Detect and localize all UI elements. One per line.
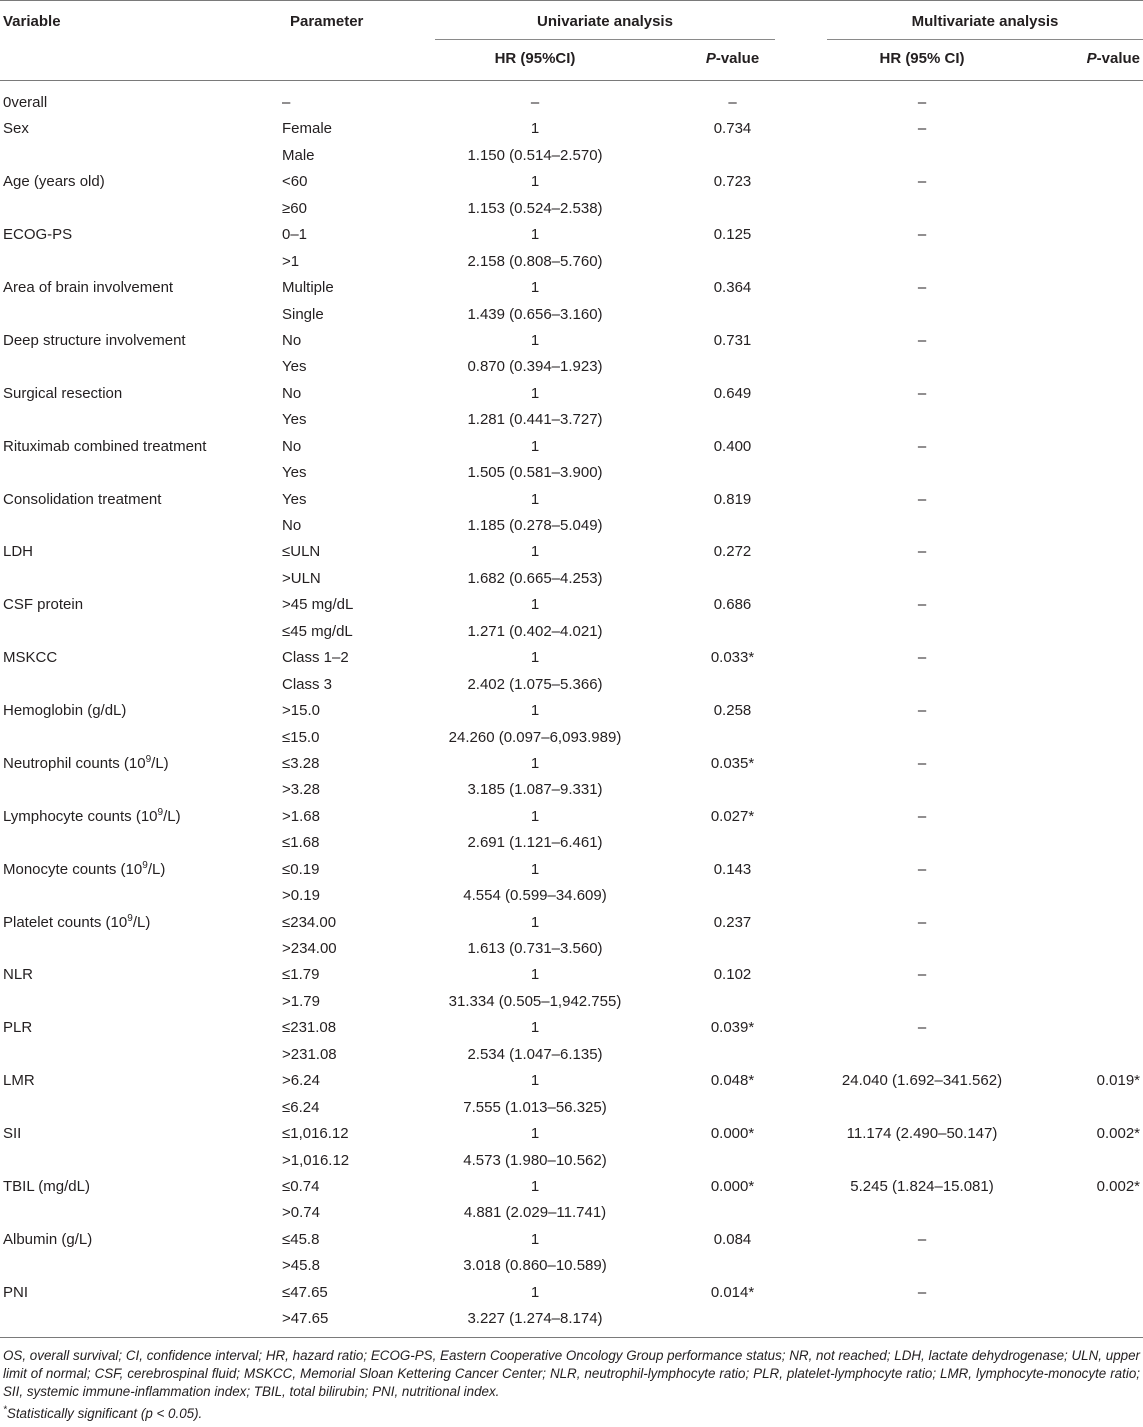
table-row bbox=[0, 1069, 1143, 1095]
variable-cell: Lymphocyte counts $(10^9/L)$ bbox=[3, 806, 181, 825]
variable-cell: Sex bbox=[3, 120, 29, 138]
table-row bbox=[0, 1043, 1143, 1069]
table-row bbox=[0, 1122, 1143, 1148]
univariate-hr-cell: 1 bbox=[530, 437, 540, 455]
univariate-p-cell: 0.014* bbox=[710, 1283, 755, 1301]
table-row bbox=[0, 1149, 1143, 1175]
parameter-cell: – bbox=[282, 94, 291, 111]
multivariate-hr-cell: – bbox=[917, 596, 927, 614]
univariate-hr-cell: 1 bbox=[530, 384, 540, 402]
parameter-cell: <60 bbox=[282, 173, 308, 191]
multivariate-hr-cell: 24.040 (1.692–341.562) bbox=[841, 1072, 1003, 1090]
table-row bbox=[0, 1201, 1143, 1227]
table-row bbox=[0, 1281, 1143, 1307]
univariate-hr-cell: 1 bbox=[530, 226, 540, 244]
parameter-cell: >3.28 bbox=[282, 781, 320, 799]
univariate-hr-cell: 2.691 (1.121–6.461) bbox=[467, 834, 603, 852]
univariate-hr-cell: 1 bbox=[530, 1283, 540, 1301]
table-row bbox=[0, 567, 1143, 593]
table-row bbox=[0, 1228, 1143, 1254]
univariate-hr-cell: 0.870 (0.394–1.923) bbox=[467, 358, 603, 376]
parameter-cell: ≤15.0 bbox=[282, 728, 320, 746]
univariate-hr-cell: 1 bbox=[530, 120, 540, 138]
multivariate-hr-cell: – bbox=[917, 543, 927, 561]
variable-cell: PNI bbox=[3, 1283, 29, 1301]
parameter-cell: >0.74 bbox=[282, 1204, 320, 1222]
univariate-p-cell: 0.143 bbox=[713, 860, 752, 878]
parameter-cell: Yes bbox=[282, 464, 307, 482]
table-bottom-rule bbox=[0, 1337, 1143, 1338]
univariate-hr-cell: 1.613 (0.731–3.560) bbox=[467, 940, 603, 957]
multivariate-hr-cell: – bbox=[917, 120, 927, 138]
multivariate-underline bbox=[827, 39, 1143, 40]
univariate-p-cell: 0.237 bbox=[713, 913, 752, 931]
univariate-p-cell: 0.734 bbox=[713, 120, 752, 138]
univariate-hr-cell: 2.534 (1.047–6.135) bbox=[467, 1045, 603, 1063]
parameter-cell: Yes bbox=[282, 490, 307, 508]
table-row bbox=[0, 990, 1143, 1016]
univariate-hr-cell: – bbox=[530, 94, 540, 111]
table-row bbox=[0, 884, 1143, 910]
univariate-hr-cell: 1 bbox=[530, 490, 540, 508]
univariate-hr-cell: 24.260 (0.097–6,093.989) bbox=[448, 728, 622, 746]
table-top-rule bbox=[0, 0, 1143, 1]
univariate-p-cell: 0.125 bbox=[713, 226, 752, 244]
table-row bbox=[0, 250, 1143, 276]
header-parameter: Parameter bbox=[290, 13, 364, 30]
multivariate-hr-cell: – bbox=[917, 173, 927, 191]
table-row bbox=[0, 620, 1143, 646]
multivariate-hr-cell: – bbox=[917, 1230, 927, 1248]
table-row bbox=[0, 276, 1143, 302]
univariate-hr-cell: 1.505 (0.581–3.900) bbox=[467, 464, 603, 482]
parameter-cell: >45.8 bbox=[282, 1257, 320, 1275]
table-row bbox=[0, 435, 1143, 461]
univariate-hr-cell: 1 bbox=[530, 543, 540, 561]
multivariate-hr-cell: – bbox=[917, 966, 927, 984]
univariate-p-cell: 0.035* bbox=[710, 754, 755, 772]
univariate-p-cell: 0.084 bbox=[713, 1230, 752, 1248]
table-row bbox=[0, 673, 1143, 699]
univariate-hr-cell: 1 bbox=[530, 860, 540, 878]
parameter-cell: No bbox=[282, 331, 302, 349]
parameter-cell: Single bbox=[282, 305, 324, 323]
univariate-p-cell: 0.033* bbox=[710, 649, 755, 667]
table-row bbox=[0, 91, 1143, 117]
variable-cell: PLR bbox=[3, 1019, 33, 1037]
parameter-cell: Class 3 bbox=[282, 675, 333, 693]
parameter-cell: No bbox=[282, 384, 302, 402]
parameter-cell: No bbox=[282, 437, 302, 455]
univariate-hr-cell: 1 bbox=[530, 649, 540, 667]
univariate-p-cell: 0.819 bbox=[713, 490, 752, 508]
multivariate-hr-cell: – bbox=[917, 649, 927, 667]
parameter-cell: ≤45 mg/dL bbox=[282, 622, 353, 640]
parameter-cell: Female bbox=[282, 120, 333, 138]
table-row bbox=[0, 408, 1143, 434]
univariate-p-cell: 0.000* bbox=[710, 1125, 755, 1143]
univariate-hr-cell: 1 bbox=[530, 1072, 540, 1090]
multivariate-hr-cell: – bbox=[917, 384, 927, 402]
parameter-cell: >0.19 bbox=[282, 887, 320, 905]
header-variable: Variable bbox=[3, 13, 61, 30]
table-row bbox=[0, 461, 1143, 487]
table-row bbox=[0, 303, 1143, 329]
multivariate-hr-cell: – bbox=[917, 1283, 927, 1301]
parameter-cell: ≤47.65 bbox=[282, 1283, 328, 1301]
parameter-cell: ≤1.68 bbox=[282, 834, 320, 852]
parameter-cell: Multiple bbox=[282, 279, 334, 297]
table-row bbox=[0, 911, 1143, 937]
univariate-hr-cell: 7.555 (1.013–56.325) bbox=[463, 1098, 607, 1116]
univariate-hr-cell: 1.682 (0.665–4.253) bbox=[467, 569, 603, 587]
parameter-cell: 0–1 bbox=[282, 226, 308, 244]
parameter-cell: Class 1–2 bbox=[282, 649, 349, 667]
univariate-hr-cell: 2.158 (0.808–5.760) bbox=[467, 252, 603, 270]
univariate-hr-cell: 4.554 (0.599–34.609) bbox=[463, 887, 607, 905]
univariate-hr-cell: 1 bbox=[530, 1019, 540, 1037]
table-row bbox=[0, 514, 1143, 540]
multivariate-hr-cell: 11.174 (2.490–50.147) bbox=[846, 1125, 998, 1143]
table-row bbox=[0, 726, 1143, 752]
parameter-cell: ≤231.08 bbox=[282, 1019, 337, 1037]
univariate-hr-cell: 4.881 (2.029–11.741) bbox=[463, 1204, 607, 1222]
variable-cell: 0verall bbox=[3, 94, 48, 111]
parameter-cell: >45 mg/dL bbox=[282, 596, 354, 614]
parameter-cell: >47.65 bbox=[282, 1310, 329, 1328]
univariate-p-cell: 0.039* bbox=[710, 1019, 755, 1037]
univariate-hr-cell: 1.185 (0.278–5.049) bbox=[467, 517, 603, 534]
parameter-cell: >1.68 bbox=[282, 807, 320, 825]
univariate-hr-cell: 1 bbox=[530, 702, 540, 720]
table-row bbox=[0, 488, 1143, 514]
univariate-p-cell: 0.364 bbox=[713, 279, 752, 297]
univariate-hr-cell: 1 bbox=[530, 966, 540, 984]
table-row bbox=[0, 1175, 1143, 1201]
table-row bbox=[0, 540, 1143, 566]
univariate-hr-cell: 1 bbox=[530, 279, 540, 297]
univariate-hr-cell: 3.227 (1.274–8.174) bbox=[467, 1310, 603, 1328]
variable-cell: Hemoglobin (g/dL) bbox=[3, 702, 127, 720]
table-row bbox=[0, 699, 1143, 725]
univariate-p-cell: 0.102 bbox=[713, 966, 752, 984]
variable-cell: Consolidation treatment bbox=[3, 490, 162, 508]
multivariate-hr-cell: – bbox=[917, 702, 927, 720]
header-multivariate: Multivariate analysis bbox=[911, 13, 1059, 30]
univariate-p-cell: 0.649 bbox=[713, 384, 752, 402]
multivariate-p-cell: 0.002* bbox=[1096, 1177, 1140, 1195]
header-bottom-rule bbox=[0, 80, 1143, 81]
variable-cell: ECOG-PS bbox=[3, 226, 73, 244]
univariate-hr-cell: 1.271 (0.402–4.021) bbox=[467, 622, 603, 640]
parameter-cell: ≤ULN bbox=[282, 543, 321, 561]
univariate-p-cell: 0.686 bbox=[713, 596, 752, 614]
multivariate-hr-cell: – bbox=[917, 1019, 927, 1037]
table-row bbox=[0, 382, 1143, 408]
parameter-cell: >ULN bbox=[282, 569, 321, 587]
table-row bbox=[0, 1096, 1143, 1122]
parameter-cell: Yes bbox=[282, 411, 307, 429]
univariate-hr-cell: 1.153 (0.524–2.538) bbox=[467, 199, 603, 217]
univariate-p-cell: 0.048* bbox=[710, 1072, 755, 1090]
multivariate-hr-cell: – bbox=[917, 490, 927, 508]
parameter-cell: ≥60 bbox=[282, 199, 307, 217]
univariate-hr-cell: 3.185 (1.087–9.331) bbox=[467, 781, 603, 799]
univariate-hr-cell: 1 bbox=[530, 1125, 540, 1143]
univariate-hr-cell: 1.439 (0.656–3.160) bbox=[467, 305, 603, 323]
univariate-hr-cell: 1 bbox=[530, 754, 540, 772]
table-row bbox=[0, 646, 1143, 672]
univariate-hr-cell: 1.281 (0.441–3.727) bbox=[467, 411, 603, 429]
table-row bbox=[0, 858, 1143, 884]
univariate-hr-cell: 1 bbox=[530, 807, 540, 825]
parameter-cell: >234.00 bbox=[282, 940, 337, 957]
univariate-hr-cell: 1 bbox=[530, 173, 540, 191]
variable-cell: Surgical resection bbox=[3, 384, 123, 402]
univariate-hr-cell: 1.150 (0.514–2.570) bbox=[467, 146, 603, 164]
univariate-p-cell: 0.000* bbox=[710, 1177, 755, 1195]
univariate-p-cell: – bbox=[728, 94, 737, 111]
multivariate-hr-cell: – bbox=[917, 754, 927, 772]
table-row bbox=[0, 223, 1143, 249]
univariate-p-cell: 0.258 bbox=[713, 702, 752, 720]
table-row bbox=[0, 197, 1143, 223]
table-row bbox=[0, 1016, 1143, 1042]
multivariate-hr-cell: – bbox=[917, 437, 927, 455]
parameter-cell: >1.79 bbox=[282, 992, 320, 1010]
parameter-cell: No bbox=[282, 517, 302, 534]
table-row bbox=[0, 170, 1143, 196]
table-row bbox=[0, 593, 1143, 619]
variable-cell: Neutrophil counts $(10^9/L)$ bbox=[3, 753, 169, 772]
univariate-underline bbox=[435, 39, 775, 40]
parameter-cell: >1,016.12 bbox=[282, 1151, 350, 1169]
header-p-multivariate: P-value bbox=[1086, 50, 1140, 67]
multivariate-hr-cell: – bbox=[917, 331, 927, 349]
header-hr-multivariate: HR (95% CI) bbox=[879, 50, 965, 67]
parameter-cell: Yes bbox=[282, 358, 307, 376]
table-row bbox=[0, 778, 1143, 804]
univariate-p-cell: 0.400 bbox=[713, 437, 752, 455]
variable-cell: CSF protein bbox=[3, 596, 84, 614]
multivariate-hr-cell: – bbox=[917, 94, 927, 111]
parameter-cell: ≤45.8 bbox=[282, 1230, 320, 1248]
variable-cell: Area of brain involvement bbox=[3, 279, 174, 297]
variable-cell: Deep structure involvement bbox=[3, 331, 186, 349]
variable-cell: Monocyte counts $(10^9/L)$ bbox=[3, 859, 166, 878]
univariate-hr-cell: 1 bbox=[530, 331, 540, 349]
table-row bbox=[0, 937, 1143, 963]
variable-cell: NLR bbox=[3, 966, 34, 984]
parameter-cell: ≤0.74 bbox=[282, 1177, 320, 1195]
parameter-cell: >231.08 bbox=[282, 1045, 337, 1063]
parameter-cell: ≤3.28 bbox=[282, 754, 320, 772]
multivariate-p-cell: 0.002* bbox=[1096, 1125, 1140, 1143]
univariate-hr-cell: 1 bbox=[530, 913, 540, 931]
table-body bbox=[0, 91, 1143, 1334]
parameter-cell: >6.24 bbox=[282, 1072, 320, 1090]
variable-cell: Age (years old) bbox=[3, 173, 105, 191]
multivariate-p-cell: 0.019* bbox=[1096, 1072, 1140, 1090]
variable-cell: Albumin (g/L) bbox=[3, 1230, 93, 1248]
variable-cell: TBIL (mg/dL) bbox=[3, 1177, 90, 1195]
table-row bbox=[0, 144, 1143, 170]
univariate-hr-cell: 2.402 (1.075–5.366) bbox=[467, 675, 603, 693]
parameter-cell: ≤1,016.12 bbox=[282, 1125, 349, 1143]
table-row bbox=[0, 1254, 1143, 1280]
significance-note: *Statistically significant (p < 0.05). bbox=[3, 1404, 203, 1421]
table-row bbox=[0, 805, 1143, 831]
variable-cell: LDH bbox=[3, 543, 34, 561]
table-footnote: OS, overall survival; CI, confidence interval; HR, hazard ratio; ECOG-PS, Eastern Cooperative Oncology Group performance status; NR, not reached; LDH, lactate dehydrogenase; ULN, upper limit of normal; CSF, cerebrospinal fluid; MSKCC, Memorial Sloan Kettering Cancer Center; NLR, neutrophil-lymphocyte ratio; PLR, platelet-lymphocyte ratio; LMR, lymphocyte-monocyte ratio; SII, systemic immune-inflammation index; TBIL, total bilirubin; PNI, nutritional index. bbox=[3, 1348, 1140, 1399]
variable-cell: MSKCC bbox=[3, 649, 58, 667]
multivariate-hr-cell: – bbox=[917, 807, 927, 825]
table-row bbox=[0, 329, 1143, 355]
parameter-cell: Male bbox=[282, 146, 315, 164]
univariate-hr-cell: 1 bbox=[530, 1230, 540, 1248]
univariate-hr-cell: 1 bbox=[530, 596, 540, 614]
parameter-cell: ≤1.79 bbox=[282, 966, 320, 984]
univariate-hr-cell: 3.018 (0.860–10.589) bbox=[463, 1257, 607, 1275]
univariate-hr-cell: 4.573 (1.980–10.562) bbox=[463, 1151, 607, 1169]
table-row bbox=[0, 117, 1143, 143]
variable-cell: SII bbox=[3, 1125, 22, 1143]
multivariate-hr-cell: – bbox=[917, 913, 927, 931]
table-row bbox=[0, 1307, 1143, 1333]
multivariate-hr-cell: – bbox=[917, 226, 927, 244]
variable-cell: Platelet counts $(10^9/L)$ bbox=[3, 912, 151, 931]
header-hr-univariate: HR (95%CI) bbox=[494, 50, 576, 67]
variable-cell: LMR bbox=[3, 1072, 35, 1090]
variable-cell: Rituximab combined treatment bbox=[3, 437, 207, 455]
table-row bbox=[0, 831, 1143, 857]
header-univariate: Univariate analysis bbox=[537, 13, 673, 30]
univariate-hr-cell: 31.334 (0.505–1,942.755) bbox=[448, 992, 622, 1010]
table-row bbox=[0, 355, 1143, 381]
parameter-cell: >15.0 bbox=[282, 702, 320, 720]
univariate-p-cell: 0.731 bbox=[713, 331, 752, 349]
univariate-p-cell: 0.027* bbox=[710, 807, 755, 825]
univariate-hr-cell: 1 bbox=[530, 1177, 540, 1195]
univariate-p-cell: 0.723 bbox=[713, 173, 752, 191]
parameter-cell: ≤6.24 bbox=[282, 1098, 320, 1116]
table-row bbox=[0, 963, 1143, 989]
multivariate-hr-cell: – bbox=[917, 279, 927, 297]
multivariate-hr-cell: 5.245 (1.824–15.081) bbox=[850, 1177, 994, 1195]
univariate-p-cell: 0.272 bbox=[713, 543, 752, 561]
header-p-univariate: P-value bbox=[705, 50, 760, 67]
multivariate-hr-cell: – bbox=[917, 860, 927, 878]
table-row bbox=[0, 752, 1143, 778]
parameter-cell: >1 bbox=[282, 252, 300, 270]
parameter-cell: ≤234.00 bbox=[282, 913, 337, 931]
parameter-cell: ≤0.19 bbox=[282, 860, 320, 878]
